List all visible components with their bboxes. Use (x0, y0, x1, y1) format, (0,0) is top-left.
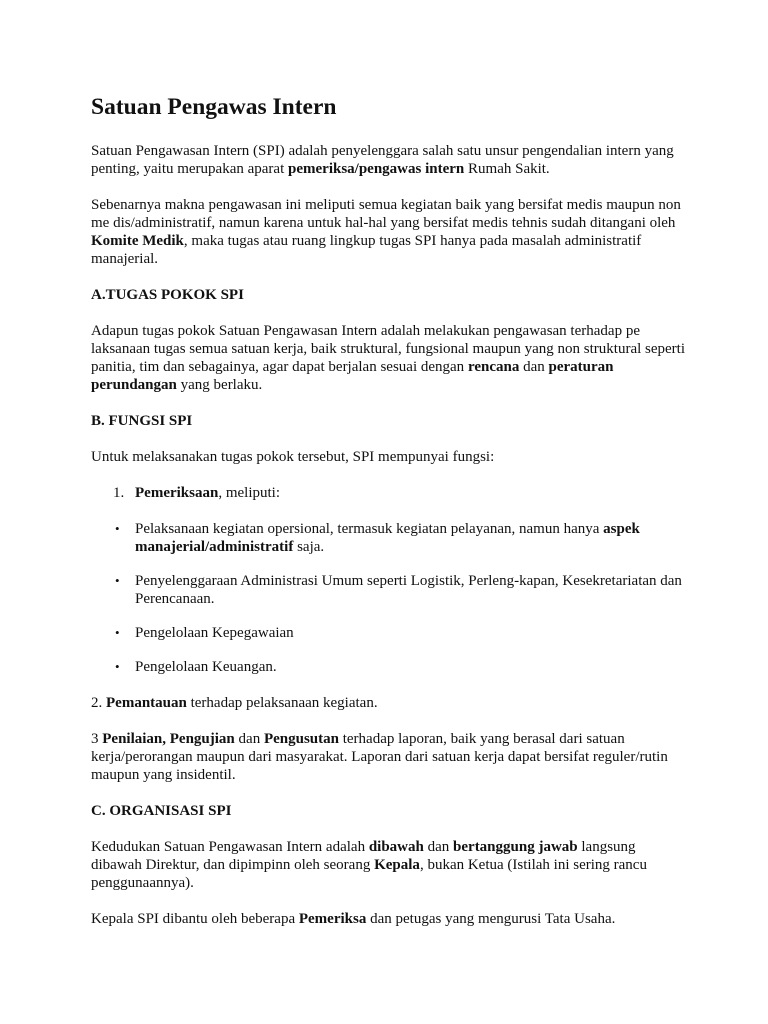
numbered-item-3 (91, 730, 686, 784)
bold-text: Penilaian, Pengujian (102, 731, 235, 747)
section-b-heading: B. FUNGSI SPI (91, 413, 193, 429)
bold-text: Komite Medik (91, 233, 184, 249)
list-item (91, 520, 686, 556)
bold-text: Kepala (374, 857, 420, 873)
list-number: 1. (113, 485, 125, 501)
text: Pelaksanaan kegiatan opersional, termasuk kegiatan pelayanan, namun hanya (135, 521, 604, 537)
text: , bukan Ketua (Istilah ini sering rancu penggunaannya). (91, 857, 647, 891)
text: Penyelenggaraan Administrasi Umum seperti Logistik, Perleng-kapan, Kesekretariatan dan Perencanaan. (135, 573, 682, 607)
text: yang berlaku. (176, 377, 263, 393)
text: Pengelolaan Keuangan. (135, 659, 277, 675)
text: dan (519, 359, 549, 375)
text: Adapun tugas pokok Satuan Pengawasan Intern adalah melakukan pengawasan terhadap pe laksanaan tugas semua satuan kerja, baik struktural, fungsional maupun yang non struktural seperti panitia, tim dan sebagainya, agar dapat berjalan sesuai dengan (91, 323, 686, 375)
text: Pengelolaan Kepegawaian (135, 625, 294, 641)
text: , maka tugas atau ruang lingkup tugas SPI hanya pada masalah administratif manajerial. (91, 233, 642, 267)
section-a-paragraph (91, 322, 686, 394)
list-item (91, 624, 686, 642)
section-c-paragraph-1 (91, 838, 686, 892)
bold-text: Pemeriksa (298, 911, 367, 927)
bold-text: Pemeriksaan (135, 485, 219, 501)
list-item (91, 572, 686, 608)
text: dan petugas yang mengurusi Tata Usaha. (366, 911, 616, 927)
numbered-item-2 (91, 694, 686, 712)
bullet-icon: • (115, 573, 120, 588)
text: terhadap pelaksanaan kegiatan. (186, 695, 378, 711)
bullet-icon: • (115, 659, 120, 674)
numbered-item-1 (91, 484, 686, 502)
text: Kepala SPI dibantu oleh beberapa (91, 911, 299, 927)
intro-paragraph (91, 142, 686, 178)
bullet-icon: • (115, 625, 120, 640)
text: terhadap laporan, baik yang berasal dari satuan kerja/perorangan maupun dari masyarakat. Laporan dari satuan kerja dapat bersifat reguler/rutin maupun yang insidentil. (91, 731, 668, 783)
section-a-heading: A.TUGAS POKOK SPI (91, 287, 244, 303)
text: saja. (293, 539, 325, 555)
document-title: Satuan Pengawas Intern (91, 94, 337, 120)
text: langsung dibawah Direktur, dan dipimpinn oleh seorang (91, 839, 636, 873)
bold-text: Pengusutan (263, 731, 339, 747)
text: Sebenarnya makna pengawasan ini meliputi semua kegiatan baik yang bersifat medis maupun non me dis/administratif, namun karena untuk hal-hal yang bersifat medis tehnis sudah ditangani oleh (91, 197, 681, 231)
text: Rumah Sakit. (464, 161, 550, 177)
text: Satuan Pengawasan Intern (SPI) adalah penyelenggara salah satu unsur pengendalian intern yang penting, yaitu merupakan aparat (91, 143, 674, 177)
bold-text: pemeriksa/pengawas intern (288, 161, 465, 177)
section-b-intro: Untuk melaksanakan tugas pokok tersebut, SPI mempunyai fungsi: (91, 449, 495, 465)
bold-text: aspek manajerial/administratif (135, 521, 640, 555)
bold-text: bertanggung jawab (453, 839, 578, 855)
text: dan (423, 839, 454, 855)
scope-paragraph (91, 196, 686, 268)
document-body (91, 94, 686, 946)
bold-text: dibawah (368, 839, 424, 855)
bold-text: peraturan perundangan (91, 359, 614, 393)
bullet-icon: • (115, 521, 120, 536)
text: dan (234, 731, 264, 747)
bullet-list (91, 520, 686, 676)
section-c-paragraph-2 (91, 910, 686, 928)
list-number: 3 (91, 731, 99, 747)
text: Kedudukan Satuan Pengawasan Intern adalah (91, 839, 369, 855)
list-number: 2. (91, 695, 103, 711)
text: , meliputi: (218, 485, 280, 501)
list-item (91, 658, 686, 676)
bold-text: rencana (467, 359, 520, 375)
section-c-heading: C. ORGANISASI SPI (91, 803, 232, 819)
bold-text: Pemantauan (106, 695, 187, 711)
